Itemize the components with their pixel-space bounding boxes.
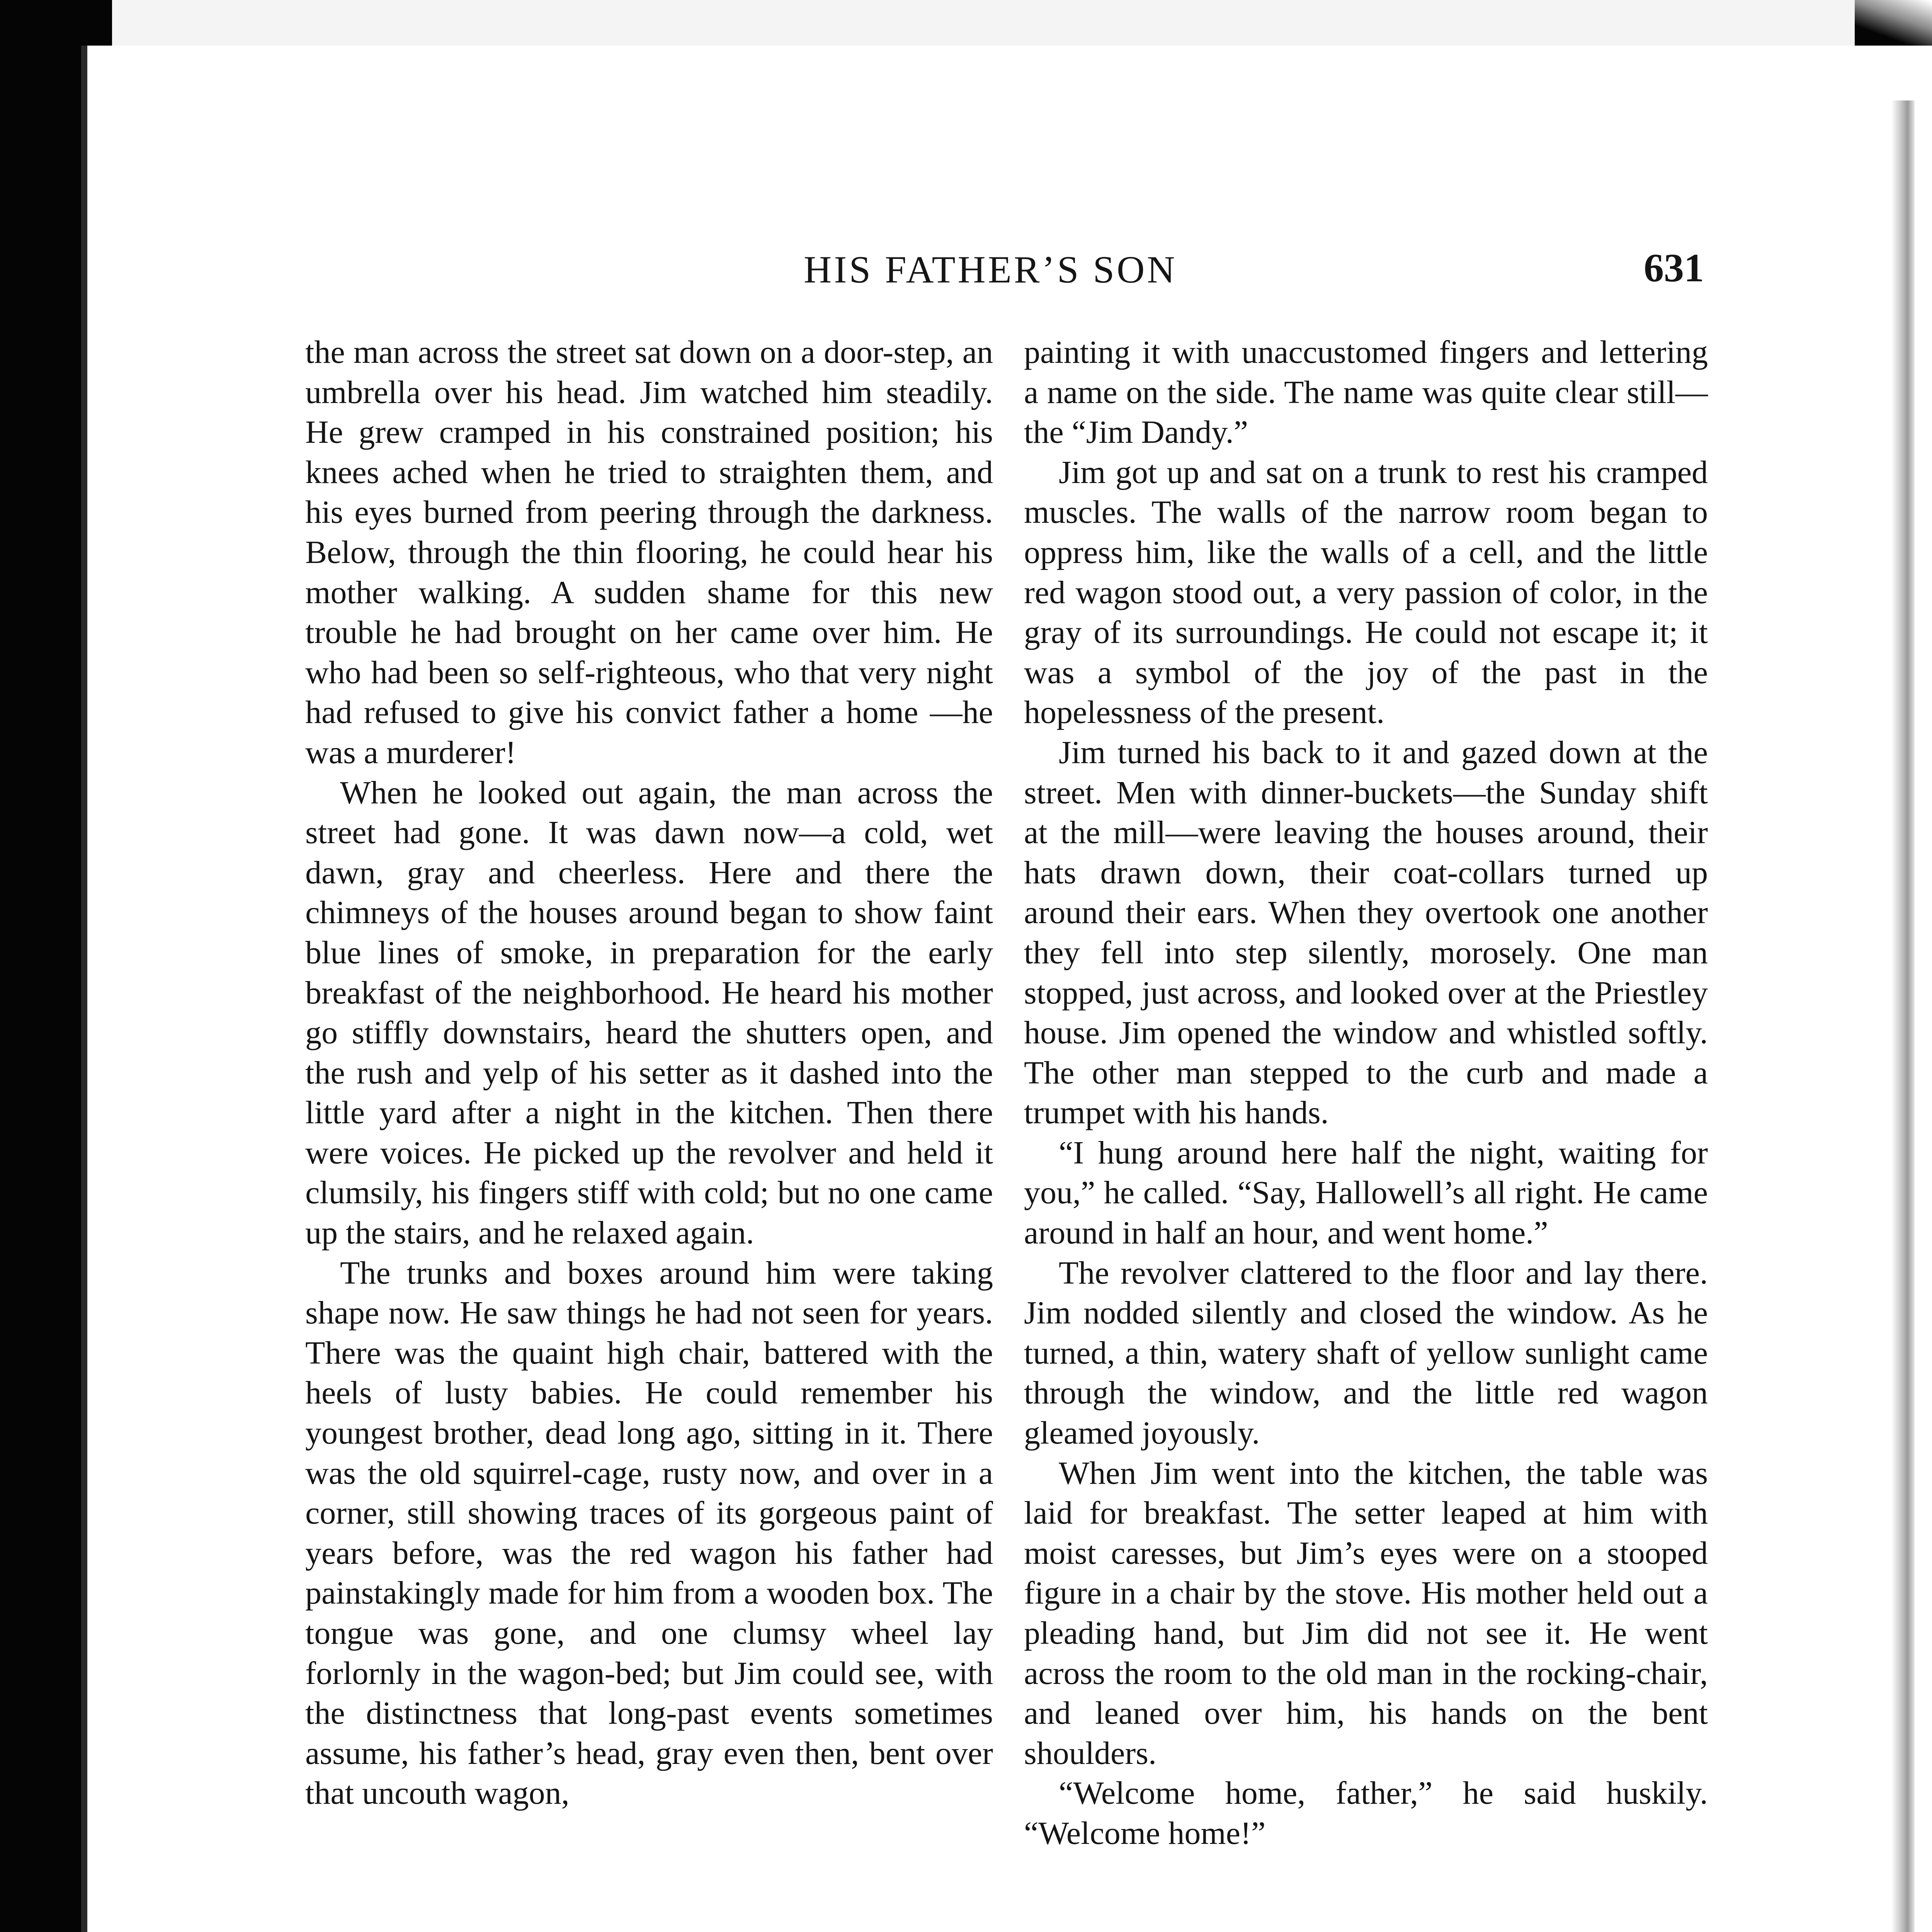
paragraph: “Welcome home, father,” he said huskily. “Welcome home!” (1024, 1775, 1708, 1851)
scan-left-gutter (81, 46, 87, 1932)
paragraph: The revolver clattered to the floor and lay there. Jim nodded silently and closed the window. As he turned, a thin, watery shaft of yellow sunlight came through the window, and the little red wagon gleamed joyously. (1024, 1255, 1708, 1451)
page-curl (1855, 0, 1932, 46)
scan-top-border (0, 0, 1932, 46)
page-number: 631 (1644, 246, 1704, 290)
paragraph: When Jim went into the kitchen, the table was laid for breakfast. The setter leaped at him with moist caresses, but Jim’s eyes were on a stooped figure in a chair by the stove. His mother held out a pleading hand, but Jim did not see it. He went across the room to the old man in the rocking-chair, and leaned over him, his hands on the bent shoulders. (1024, 1455, 1708, 1771)
running-title: HIS FATHER’S SON (804, 248, 1177, 291)
paragraph: When he looked out again, the man across the street had gone. It was dawn now—a cold, wet dawn, gray and cheerless. Here and there the chimneys of the houses around began to show faint blue lines of smoke, in preparation for the early breakfast of the neighborhood. He heard his mother go stiffly downstairs, heard the shutters open, and the rush and yelp of his setter as it dashed into the little yard after a night in the kitchen. Then there were voices. He picked up the revolver and held it clumsily, his fingers stiff with cold; but no one came up the stairs, and he relaxed again. (305, 774, 993, 1251)
paragraph: “I hung around here half the night, waiting for you,” he called. “Say, Hallowell’s all right. He came around in half an hour, and went home.” (1024, 1134, 1708, 1251)
left-column (305, 332, 993, 1813)
running-header (305, 247, 1704, 301)
paragraph: Jim turned his back to it and gazed down at the street. Men with dinner-buckets—the Sunday shift at the mill—were leaving the houses around, their hats drawn down, their coat-collars turned up around their ears. When they overtook one another they fell into step silently, morosely. One man stopped, just across, and looked over at the Priestley house. Jim opened the window and whistled softly. The other man stepped to the curb and made a trumpet with his hands. (1024, 734, 1708, 1131)
page-right-edge (1891, 100, 1915, 1932)
scan-top-gap (112, 0, 1859, 46)
paragraph: painting it with unaccustomed fingers and lettering a name on the side. The name was quite clear still—the “Jim Dandy.” (1024, 334, 1708, 451)
paragraph: The trunks and boxes around him were taking shape now. He saw things he had not seen for years. There was the quaint high chair, battered with the heels of lusty babies. He could remember his youngest brother, dead long ago, sitting in it. There was the old squirrel-cage, rusty now, and over in a corner, still showing traces of its gorgeous paint of years before, was the red wagon his father had painstakingly made for him from a wooden box. The tongue was gone, and one clumsy wheel lay forlornly in the wagon-bed; but Jim could see, with the distinctness that long-past events sometimes assume, his father’s head, gray even then, bent over that uncouth wagon, (305, 1255, 993, 1811)
scan-left-border (0, 0, 81, 1932)
paragraph: Jim got up and sat on a trunk to rest his cramped muscles. The walls of the narrow room began to oppress him, like the walls of a cell, and the little red wagon stood out, a very passion of color, in the gray of its surroundings. He could not escape it; it was a symbol of the joy of the past in the hopelessness of the present. (1024, 454, 1708, 731)
paragraph: the man across the street sat down on a door-step, an umbrella over his head. Jim watched him steadily. He grew cramped in his constrained position; his knees ached when he tried to straighten them, and his eyes burned from peering through the darkness. Below, through the thin flooring, he could hear his mother walking. A sudden shame for this new trouble he had brought on her came over him. He who had been so self-righteous, who that very night had refused to give his convict father a home —he was a murderer! (305, 334, 993, 770)
right-column (1024, 332, 1708, 1854)
